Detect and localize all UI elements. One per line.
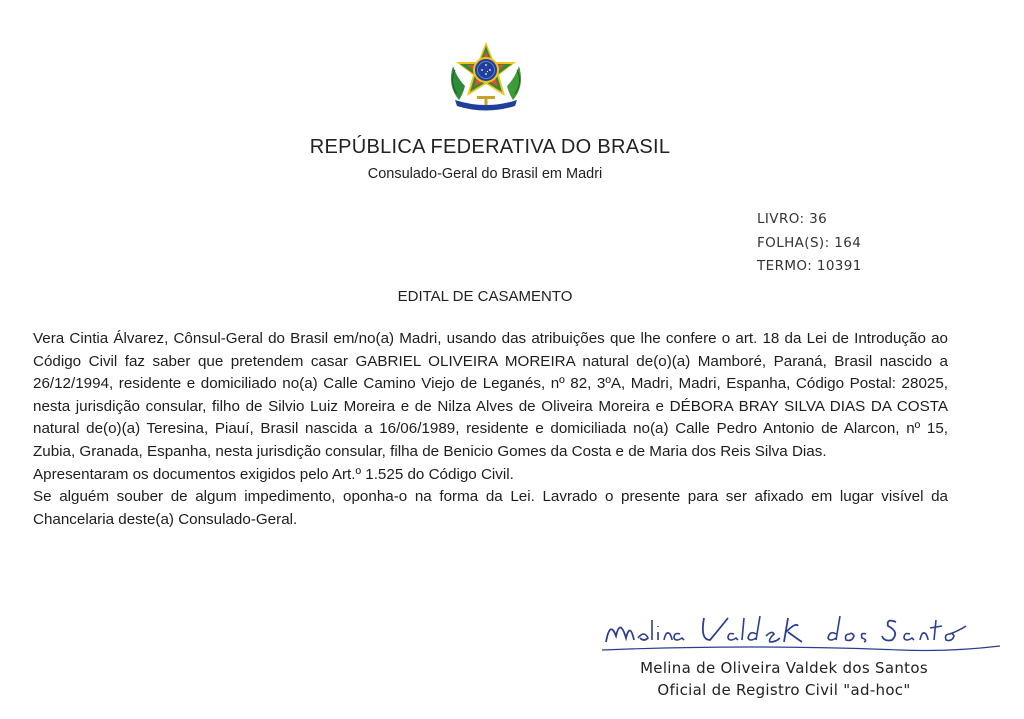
paragraph-documents: Apresentaram os documentos exigidos pelo Art.º 1.525 do Código Civil. [33, 465, 514, 483]
livro-number: LIVRO: 36 [757, 211, 828, 227]
registry-info [757, 208, 862, 279]
page-title: REPÚBLICA FEDERATIVA DO BRASIL [309, 136, 671, 158]
document-body [33, 328, 948, 531]
termo-number: TERMO: 10391 [757, 258, 862, 274]
folha-number: FOLHA(S): 164 [757, 234, 862, 251]
brazil-coat-of-arms-icon [441, 38, 531, 114]
document-title: EDITAL DE CASAMENTO [397, 288, 573, 305]
consulate-name: Consulado-Geral do Brasil em Madri [367, 166, 603, 182]
paragraph-impediment: Se alguém souber de algum impedimento, oponha-o na forma da Lei. Lavrado o presente para ser afixado em lugar visível da Chancelaria deste(a) Consulado-Geral. [33, 488, 948, 528]
paragraph-announcement: Vera Cintia Álvarez, Cônsul-Geral do Brasil em/no(a) Madri, usando das atribuições que lhe confere o art. 18 da Lei de Introdução ao Código Civil faz saber que pretendem casar GABRIEL OLIVEIRA MOREIRA natural de(o)(a) Mamboré, Paraná, Brasil nascido a 26/12/1994, residente e domiciliado no(a) Calle Camino Viejo de Leganés, nº 82, 3ºA, Madri, Madri, Espanha, Código Postal: 28025, nesta jurisdição consular, filho de Silvio Luiz Moreira e de Nilza Alves de Oliveira Moreira e DÉBORA BRAY SILVA DIAS DA COSTA natural de(o)(a) Teresina, Piauí, Brasil nascida a 16/06/1989, residente e domiciliada no(a) Calle Pedro Antonio de Alarcon, nº 15, Zubia, Granada, Espanha, nesta jurisdição consular, filha de Benicio Gomes da Costa e de Maria dos Reis Silva Dias. [33, 330, 948, 460]
handwritten-signature [600, 610, 1006, 662]
signatory-block [604, 657, 964, 701]
signatory-name: Melina de Oliveira Valdek dos Santos [640, 659, 928, 677]
signatory-role: Oficial de Registro Civil "ad-hoc" [657, 681, 911, 699]
